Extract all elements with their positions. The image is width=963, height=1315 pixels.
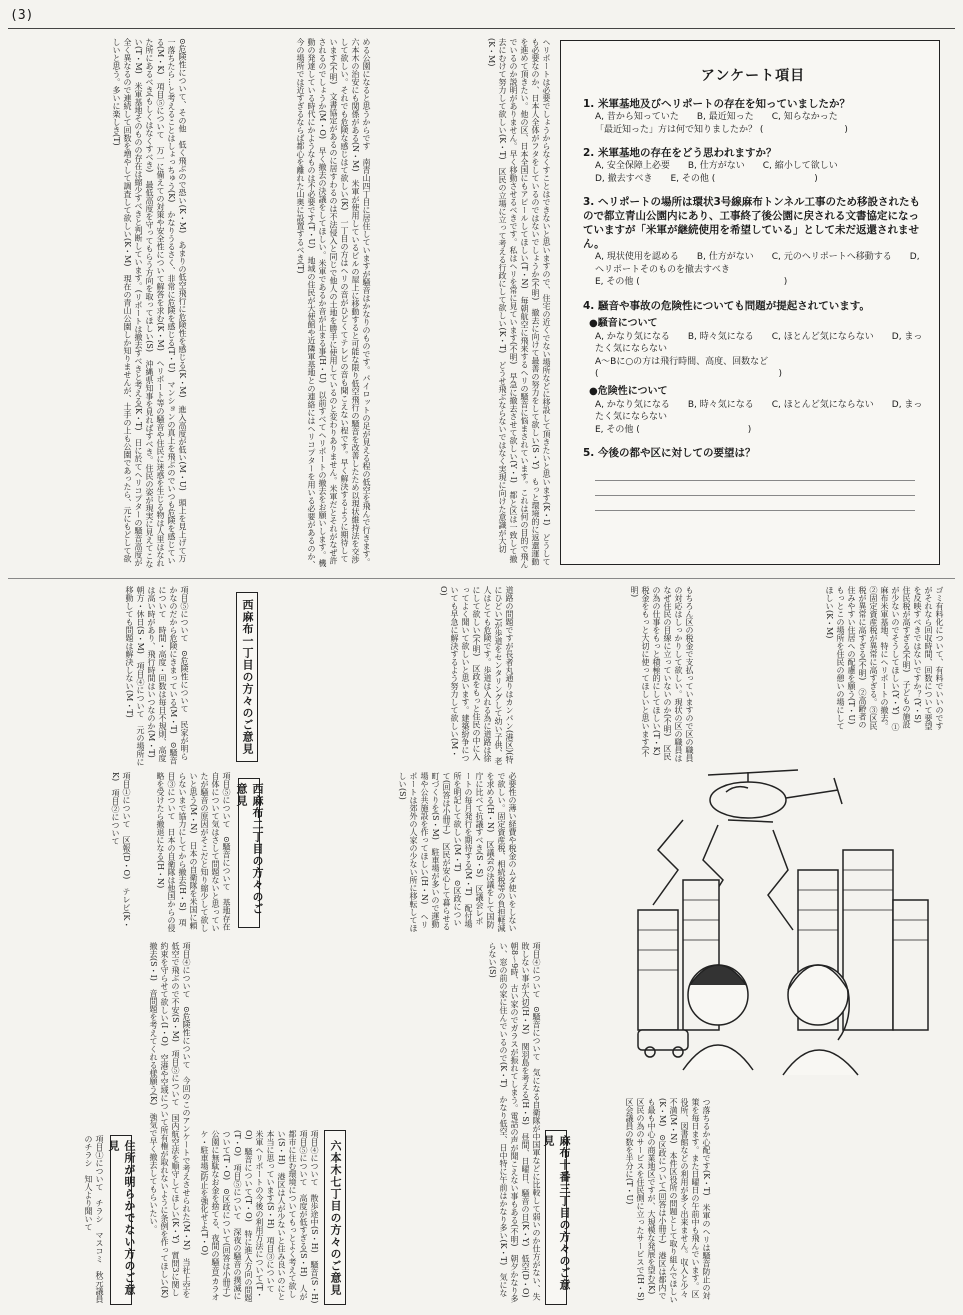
heading-azabu-juban-3: 麻布十番三丁目の方々のご意見	[545, 1130, 567, 1305]
text-mid-left: 項目⑤について ⊙危険性について 民家が明らかなのだから危険にきまっている(M・T) ⊙騒音について 時間・高度・回数は毎日不規則、高度は高い時があり、飛行時間はいつなのか(M・T) 朝方・休日(S・M) 項目④について 元の場所に移動しても問題は解決しない(M・T)	[125, 586, 189, 766]
question-5	[583, 446, 923, 511]
question-option-line: A, かなり気になる B, 時々気になる C, ほとんど気にならない D, まったく気にならない	[595, 331, 923, 354]
top-rule	[8, 28, 955, 29]
text-bottom-e: 項目①について チラシ マスコミ 秋元議員のチラシ 知人より聞いて	[84, 1135, 104, 1303]
answer-line	[595, 481, 915, 496]
text-mid-mid: 道路の問題ですが長者丸通りはカンパン(港区)(特にひどい)が歩道をセンタリングして幼い子供、老人はとても危険です。歩道は入れる為に道路は徐にして欲しい(不明) 区政をもっと住民の中に入ってよく聞いて欲しいと思います。建築紛争についても早急に解決するよう努力して欲しい(M・O)	[439, 586, 514, 766]
heading-unknown-address: 住所が明らかでない方のご意見	[110, 1135, 132, 1305]
sub-question-title: ●騒音について	[589, 317, 658, 329]
question-option-line: E, その他 ( )	[595, 424, 752, 435]
survey-box	[560, 40, 940, 565]
text-block-bottom-e	[20, 1135, 105, 1305]
answer-line	[595, 496, 915, 511]
text-bottom-a: 項目④について ⊙騒音について 気になる自衛隊が中国軍などに比較して弱いのか仕方がない、失敗しない事が大切(H・N) 関羽島を考える(H・S) 昼間、日曜日、騒音の日(K・Y) 低空(D・O) 朝8〜9時、古い家のでガラスが振れてしまう。電話の声が聞こえない事もある(不明) 朝夕かなり多い、窓の前の家に住んでいるので(K・T) かなり低空、日中特に午前はかなり多い(K・T) 気にならない(S)	[488, 942, 541, 1306]
text-lower-mid-b: 必要性の薄い経費や税金のムダ使いをしないで欲しい。固定資産税、相続税等の負担軽減を求める(H・N) 区議会の決議をして国防庁に比べて抗議すべき(S・S) 区議会レポートの毎月発行を期待する(M・T) 配付場所を明記して欲しい(M・T) ⊙区政について(回答は小冊子) 区民が安心して暮らせる町づくりを(S・M) 駐車場が多いので運動場や公共施設を作ってほしい(H・N) ヘリポートは郊外の人家の少ない所に移転してほしい(S)	[398, 772, 517, 932]
heading-nishiazabu-1: 西麻布一丁目の方々のご意見	[236, 592, 258, 762]
question-title: 5. 今後の都や区に対しての要望は？	[583, 447, 756, 459]
text-block-lower-mid-b	[268, 772, 518, 932]
text-mid-right-a: ゴミ有料化について、有料でいいのですがそれなら回収時間、回数について要望を反映すべきではないですか？(Y・S) 住民税が高すぎる(不明) 子どもの施設が少ないのでそうしてほしい(Y・Y) ①麻布米軍基地、特にヘリポートの撤去。②固定資産税が異常に高すぎる。③区民税が異常に高すぎる(不明) ②高齢者の住みやすい住居への配慮を願う(T・U) もっとこの場所を住民の憩いの場にしてほしい(K・M)	[825, 586, 944, 733]
text-block-lower-left	[12, 772, 132, 932]
question-option-line: 「最近知った」方は何で知りましたか？ ( )	[595, 124, 848, 135]
helicopter-over-city-illustration	[598, 730, 938, 1090]
text-mid-right-b: もちろん区の税金で支払っていますので区の職員の対応はしっかりして欲しい。現状の区の職員はなぜ住民の目線に立っていないのか(不明) 区民の為の仕事をもっと積極的にしてほしい(T・K) 税金をもっと大切に使ってほしいと思います(不明)	[630, 586, 694, 764]
question-option-line: A, 昔から知っていた B, 最近知った C, 知らなかった	[595, 112, 838, 122]
text-block-top-left	[12, 38, 188, 570]
text-block-bottom-a	[352, 942, 542, 1304]
text-top-left: ⊙危険性について、その他 低く飛ぶので恐い(K・M) あまりの低空飛行に危険性を感じる(K・M) 進入高度が低い(M・U) 頭上を見上げて万一落ちたら…と考えることはしょっちゅう(K) かなりうるさく、非常に危険を感じる(T・U) マンションの真上を飛ぶのでいつも危険を感じている(M・K) 項目⑤について 万一に備えての対策や安全性について解答を求む(K・M) ヘリポート等の騒音や住民に迷惑を生じる物は人里はなれた所にあるべき(もしくはなくすべき) 最低高度を守ってもらう方向を取ってほしい(S) 沖縄県知事を見ればすべき。住民の姿が現実に見えてこない(T・M) 米軍基地そのものの存在は縮少すべきと判断しています。(リポートは撤去すべきと考える(K・T) 日に於てヘリコプターの騒音高度が全く異なるので連続して回数を増やして調査して欲しい(K・M) 現在の青山公園しか知りませんが、土手の上も公園であったら、元にもどして欲しいと思う。多いに楽しき(T)	[112, 38, 187, 568]
text-block-top-mid	[196, 38, 372, 570]
question-4	[583, 299, 923, 437]
question-option-line: A, かなり気になる B, 時々気になる C, ほとんど気にならない D, まったく気にならない	[595, 399, 923, 422]
text-block-top-right	[380, 38, 552, 570]
question-option-line: E, その他 ( )	[595, 277, 788, 287]
question-2	[583, 146, 923, 185]
text-block-mid-left	[12, 586, 190, 766]
question-option-line: A〜Bに○の方は飛行時間、高度、回数など	[595, 356, 769, 367]
answer-line	[595, 466, 915, 481]
page-number: (3)	[10, 8, 34, 23]
text-bottom-d: 項目④について 散歩途中(S・H) 騒音(S・H) 項目⑤について 高度が低すぎる(S・H) 人が都市に住む環境についてもっとよく考えて欲しい(S・H) 港区は人が少ないと住み良いのにと本当に思っています(S・H) 項目③について 米軍ヘリポートの今後の利用方法について(T・O) 騒音について(T・O) 特に進入方向の問題(T・O) 項目⑤について 深夜の騒音の撲滅について(T・O) ⊙区政について(回答は小冊子) 公園に無駄なお金を捨てる、夜間の騒音(カラオケ・駐車場)防止を強化せよ(T・O)	[200, 1130, 319, 1312]
heading-nishiazabu-2: 西麻布二丁目の方々のご意見	[238, 778, 260, 928]
question-title: 3. ヘリポートの場所は環状3号線麻布トンネル工事のため移設されたもので都立青山公園内にあり、工事終了後公園に戻される文書協定になっていますが「米軍が継続使用を希望している」として未だ返還されません。	[583, 196, 920, 250]
text-block-mid-right-a	[705, 586, 945, 736]
question-option-line: ( )	[595, 369, 783, 379]
question-option-line: A, 現状使用を認める B, 仕方がない C, 元のヘリポートへ移動する D, ヘリポートそのものを撤去すべき	[595, 252, 920, 275]
text-top-right: ヘリポートは必要でしょうからなくすことはできないと思いますので、住宅の近くでない場所などに移設して頂きたいと思います(K・I) どうしても必要なのか、日本人全体がフタをしているのではないでしょうか(不明) 撤去に向けて最善の努力をして欲しい(S・Y) もっと環境的に返還運動を進めて頂きたい。他の区、日本全国にもアピールしてほしい(T・N) 毎朝航空に飛来するヘリの騒音に悩まされています。これは何の目的で飛んでいるのか説明がありません。早く移動させるべきです。私はヘリを常に見ています(不明) 早急に撤去させて欲しい(Y・I) 都と区は一致して撤去にむけて努力して欲しい(K・T) 区民の立場に立って考える行政にして欲しい(K・T) どうせ飛ぶならないではなく実現に向けた意識が大切(K・M)	[487, 38, 551, 569]
question-1	[583, 97, 923, 136]
survey-title: アンケート項目	[700, 68, 806, 84]
text-block-bottom-c	[572, 1098, 712, 1309]
heading-roppongi-7: 六本木七丁目の方々のご意見	[324, 1130, 346, 1305]
text-block-bottom-d	[200, 1130, 320, 1312]
question-title: 2. 米軍基地の存在をどう思われますか？	[583, 147, 777, 159]
text-lower-mid-a: 項目⑤について ⊙騒音について 基地存在自体について気はさして問題ないと思っていたが騒音の原因がそこだと知り縮少して欲しいと思う(M・N) 日本の自衛隊を米国に頼らないまで協力にしてから撤去(H・S) 項目③について 日本の自衛隊は他国からの侵略を受けたら撤退になる(H・N)	[156, 772, 231, 932]
text-block-mid-mid	[265, 586, 515, 766]
question-title: 4. 騒音や事故の危険性についても問題が提起されています。	[583, 299, 870, 312]
question-3	[583, 195, 923, 289]
question-option-line: D, 撤去すべき E, その他 ( )	[595, 173, 818, 184]
text-bottom-b: 項目④について ⊙危険性について 今回のこのアンケートで考えさせられた(M・N) 当社上空を低空で飛ぶので不安(S・M) 項目⑤について 国内航空法を順守してほしい(K・Y) 質問3に関し約束を守らせて欲しい(I・O) 空港や空域について所有権が取れないように条例を作ってほしい(K) 撤去(S・I) 音問題を考えてくれる様願う(K) 強気で早く撤去してもらいたい。	[149, 942, 191, 1307]
question-title: 1. 米軍基地及びヘリポートの存在を知っていましたか？	[583, 98, 850, 110]
text-bottom-c: つ落ちるか心配です(K・T) 米軍のヘリは騒音防止の対策を毎日ます。また日曜日の午前中も飛んでいます。区役所、図書館などの利用が多く出来ません。収入と少々不満(M・N) 本件区役所の問題として取り組んでほしい(K・M) ⊙区政について(回答は小冊子) 港区は都内でも最も中心の商業地区ですが、大規模な発展を望む(K) 区民の為のサービスを住民側に立ったサービスで(H・S) 区会議員の数を半分に(T・U)	[625, 1098, 711, 1309]
mid-rule	[8, 578, 955, 579]
text-block-lower-mid-a	[140, 772, 232, 932]
text-lower-left: 項目①について 区報(D・O) テレビ(K・K) 項目②について	[111, 772, 131, 929]
text-top-mid: める公園になると思うからです 南青山四丁目に居住していますが騒音はかなりのものです。パイロットの足が見える程の低空を飛んで行きます。六本木の治安にも関係がある(N・M) 米軍が使用しているビルの屋上に移動すると可能な限り低空飛行の騒音を改善したため以現状維持法を交渉して欲しい。それでも危険な感じはて欲しい(K) 一丁目の方はヘリの音がひどくてテレビの音も聞こえない程です。早く解決するように期待しています(不明) 文書協定があるのに居すわるのは不法侵入と同じで他人の土地を勝手に使用しているのと変わりありません。米軍だとそれがなぜ許されるのでしょうか(M・O) 早く撤去の決議をしてほしい。米軍であるか音が止まる事(H・U) 以前すべてヘリポートの撤去をお願いします。機動の発達している時代にかようなものは不必要です(T・U) 地域の住民が大使館や近隣軍基地との連絡にはヘリコプターを用いる必要があるのか、今の場所では近すぎるならば都心を離れた山奥に設置するべき(T)	[296, 38, 371, 569]
sub-question-title: ●危険性について	[589, 385, 668, 397]
question-option-line: A, 安全保障上必要 B, 仕方がない C, 縮小して欲しい	[595, 161, 838, 171]
answer-lines	[595, 466, 923, 511]
